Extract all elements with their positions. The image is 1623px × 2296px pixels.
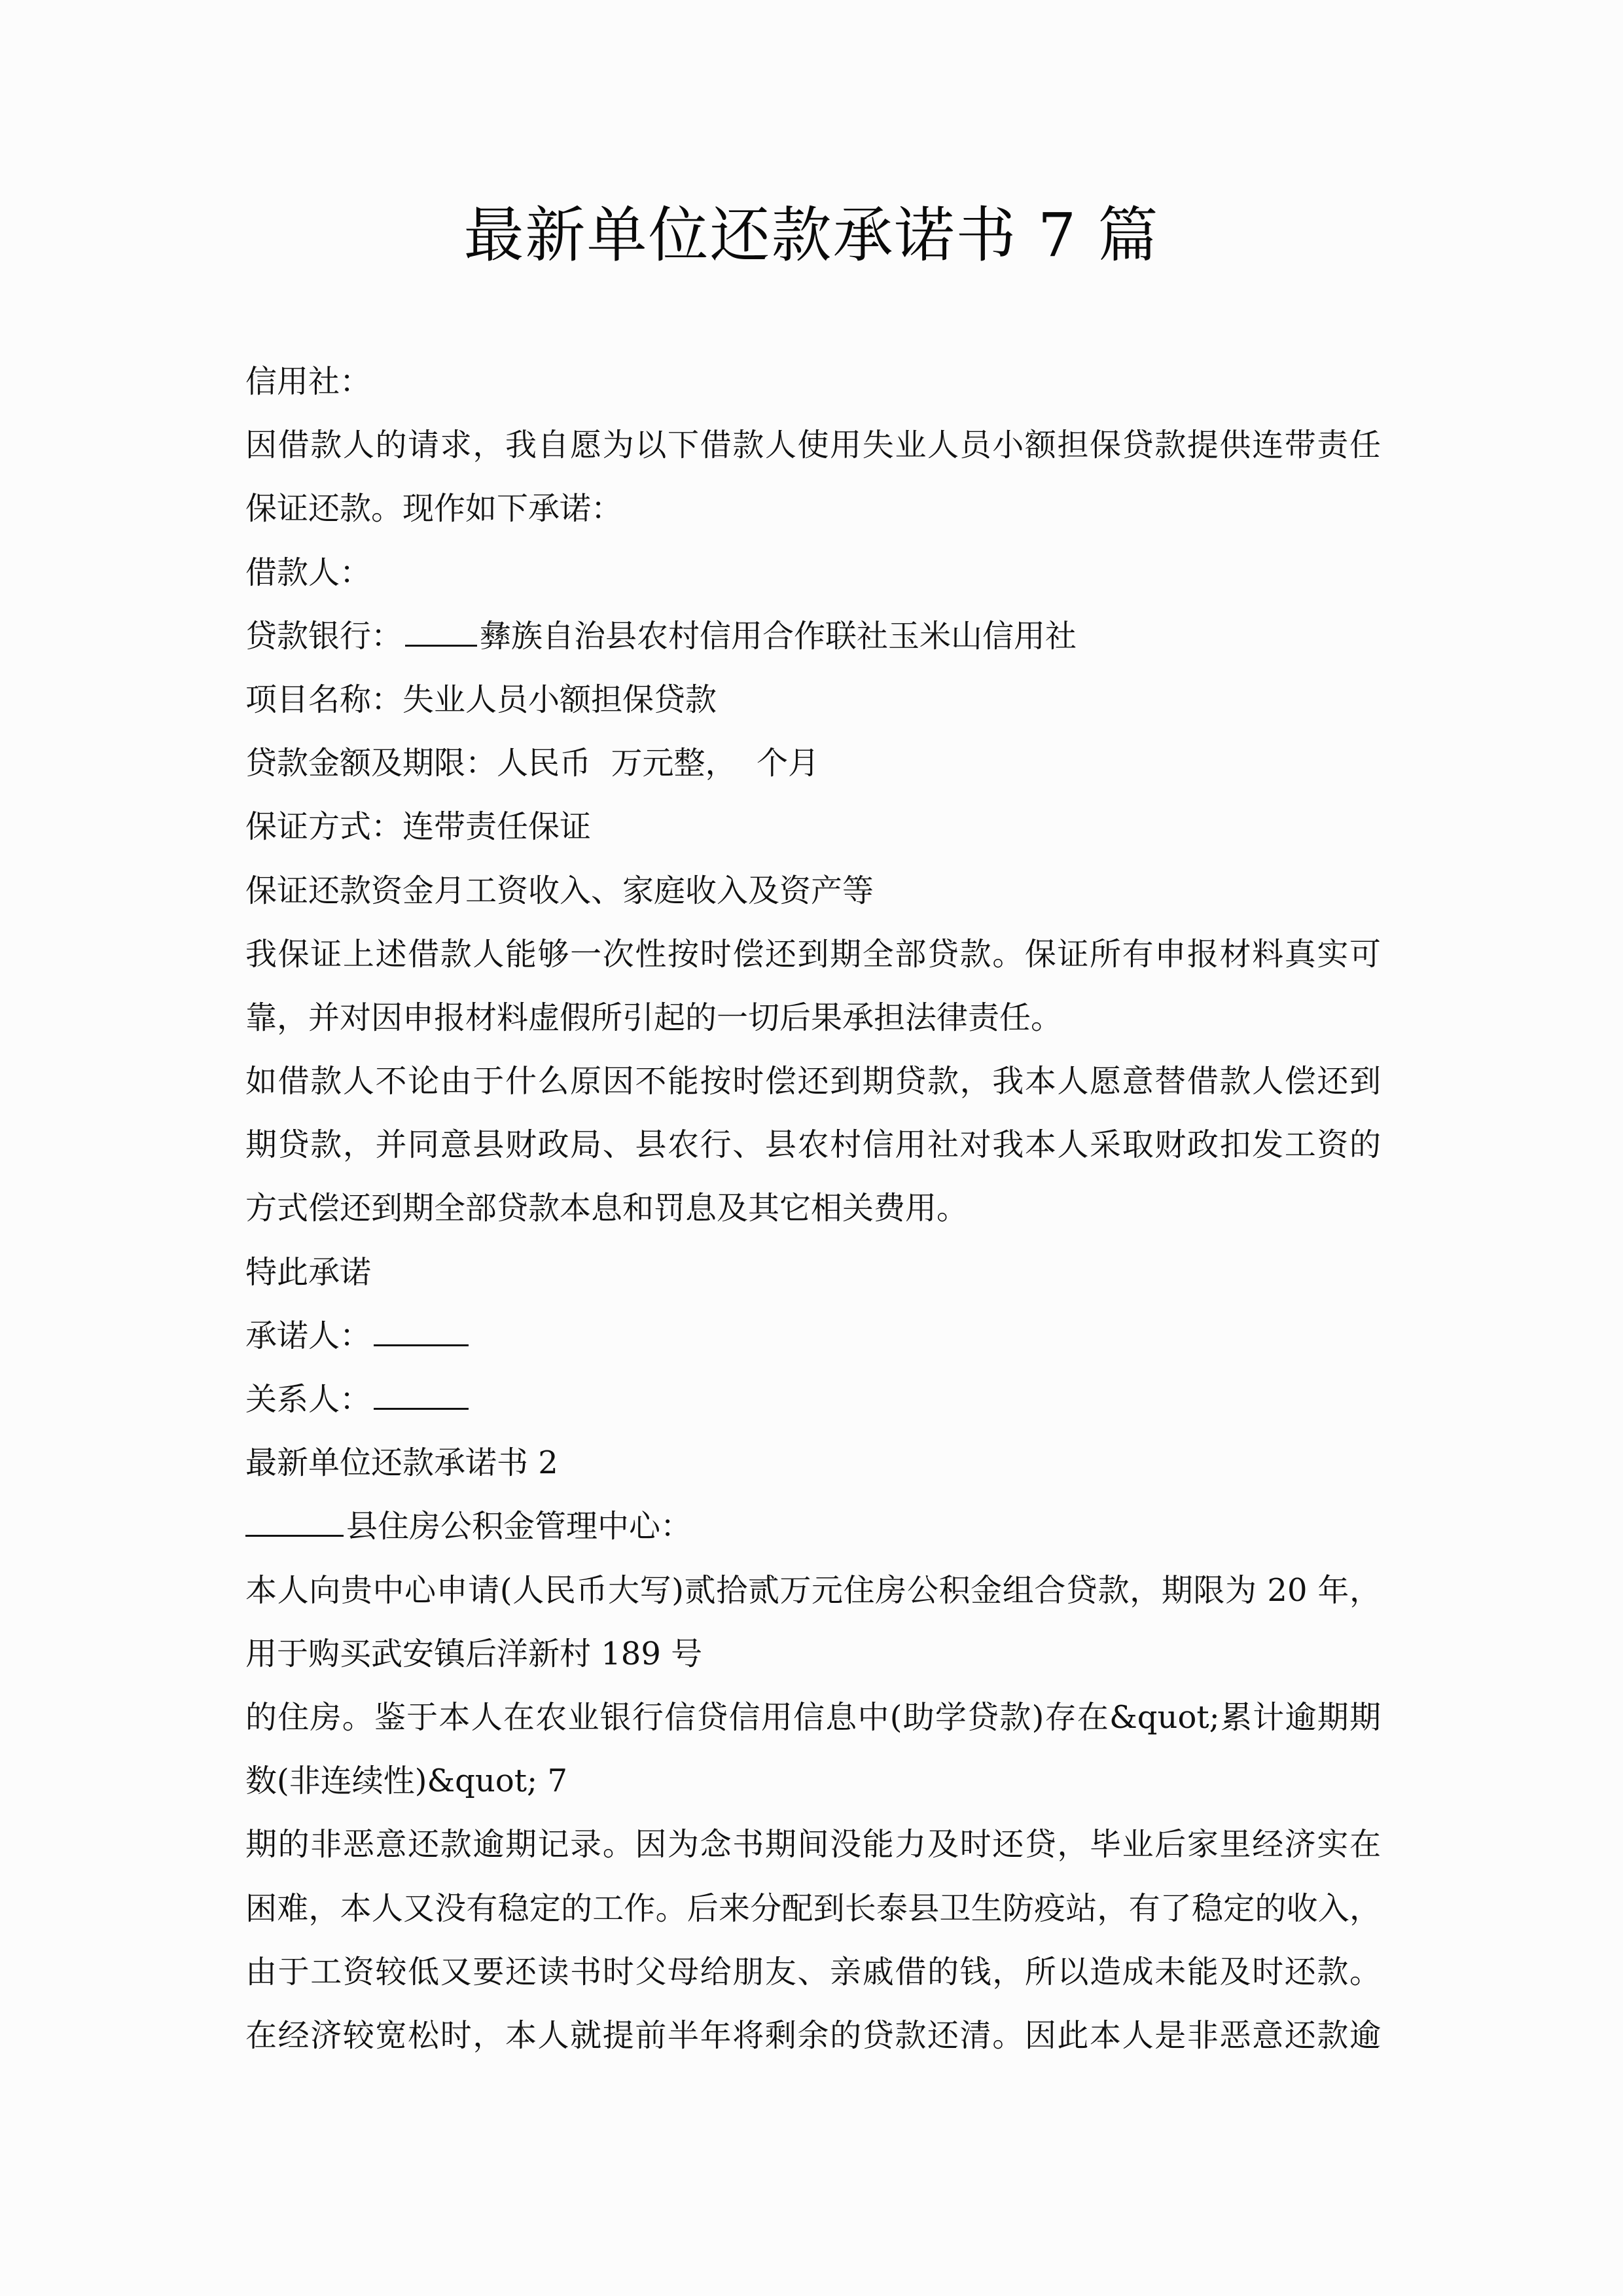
- loan-bank-field: [245, 605, 1381, 668]
- loan-bank-value: 彝族自治县农村信用合作联社玉米山信用社: [480, 617, 1077, 655]
- letter-paragraph-line: 数(非连续性)&quot; 7: [245, 1763, 567, 1800]
- promisor-label: 承诺人：: [245, 1317, 372, 1354]
- pledge-paragraph-line: 我保证上述借款人能够一次性按时偿还到期全部贷款。保证所有申报材料真实可: [245, 935, 1381, 973]
- loan-bank-blank: [405, 619, 477, 647]
- loan-amount-field: [245, 732, 1381, 795]
- default-paragraph-line: 方式偿还到期全部贷款本息和罚息及其它相关费用。: [245, 1190, 969, 1227]
- project-name-value: 失业人员小额担保贷款: [402, 681, 717, 718]
- document-title: 最新单位还款承诺书 7 篇: [463, 200, 1160, 270]
- default-paragraph-line: 如借款人不论由于什么原因不能按时偿还到期贷款，我本人愿意替借款人偿还到: [245, 1063, 1381, 1100]
- letter-paragraph-line: 困难，本人又没有稳定的工作。后来分配到长泰县卫生防疫站，有了稳定的收入，: [245, 1890, 1381, 1927]
- guarantee-method-field: [245, 795, 1381, 859]
- document-body: [245, 350, 1381, 2068]
- loan-amount-label: 贷款金额及期限：: [245, 745, 497, 782]
- contact-blank: [374, 1382, 469, 1410]
- letter-paragraph-line: 在经济较宽松时，本人就提前半年将剩余的贷款还清。因此本人是非恶意还款逾: [245, 2017, 1381, 2054]
- contact-signature-field: [245, 1368, 1381, 1431]
- contact-label: 关系人：: [245, 1381, 372, 1418]
- letter-paragraph-line: 本人向贵中心申请(人民币大写)贰拾贰万元住房公积金组合贷款，期限为 20 年，: [245, 1571, 1381, 1609]
- loan-amount-value: 人民币 万元整， 个月: [497, 745, 820, 782]
- project-name-field: [245, 668, 1381, 732]
- intro-paragraph-line: 保证还款。现作如下承诺：: [245, 490, 623, 528]
- repayment-source-line: 保证还款资金月工资收入、家庭收入及资产等: [245, 872, 874, 909]
- county-name-blank: [245, 1509, 344, 1537]
- housing-fund-center-label: 县住房公积金管理中心：: [346, 1508, 692, 1545]
- project-name-label: 项目名称：: [245, 681, 403, 718]
- letter-paragraph-line: 由于工资较低又要还读书时父母给朋友、亲戚借的钱，所以造成未能及时还款。: [245, 1953, 1381, 1990]
- closing-statement: 特此承诺: [245, 1253, 372, 1291]
- letter-paragraph-line: 的住房。鉴于本人在农业银行信贷信用信息中(助学贷款)存在&quot;累计逾期期: [245, 1698, 1381, 1736]
- loan-bank-label: 贷款银行：: [245, 617, 403, 655]
- borrower-field: 借款人：: [245, 554, 372, 591]
- section-2-heading: 最新单位还款承诺书 2: [245, 1444, 558, 1482]
- pledge-paragraph-line: 靠，并对因申报材料虚假所引起的一切后果承担法律责任。: [245, 999, 1063, 1036]
- salutation-credit-union: 信用社：: [245, 363, 372, 400]
- letter-paragraph-line: 期的非恶意还款逾期记录。因为念书期间没能力及时还贷，毕业后家里经济实在: [245, 1826, 1381, 1863]
- promisor-signature-field: [245, 1304, 1381, 1368]
- promisor-blank: [374, 1318, 469, 1346]
- intro-paragraph-line: 因借款人的请求，我自愿为以下借款人使用失业人员小额担保贷款提供连带责任: [245, 427, 1381, 464]
- default-paragraph-line: 期贷款，并同意县财政局、县农行、县农村信用社对我本人采取财政扣发工资的: [245, 1126, 1381, 1164]
- guarantee-method-label: 保证方式：: [245, 808, 403, 846]
- letter-paragraph-line: 用于购买武安镇后洋新村 189 号: [245, 1635, 703, 1672]
- salutation-housing-fund-center: [245, 1495, 1381, 1558]
- guarantee-method-value: 连带责任保证: [402, 808, 592, 846]
